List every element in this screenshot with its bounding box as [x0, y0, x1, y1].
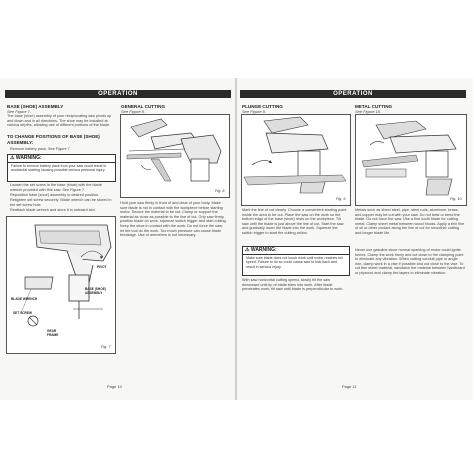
fig-9-label: Fig. 9	[336, 197, 346, 201]
callout-gear-frame: GEAR FRAME	[47, 329, 59, 337]
page-number: Page 11	[342, 384, 357, 389]
warning-icon: ⚠	[245, 247, 250, 253]
step-loosen: Loosen the set screw in the base (shoe) with the blade wrench provided with this saw. See Figure 7.	[10, 183, 102, 192]
step-retighten: Retighten set screw securely. Blade wrench can be stored in the set screw hole.	[10, 198, 112, 207]
base-assembly-body: The base (shoe) assembly of your reciprocating saw pivots up and down and in all directions. The shoe may be installed at various depths, allowing use of different portions of the blade.	[7, 114, 112, 128]
change-positions-heading: TO CHANGE POSITIONS OF BASE (SHOE) ASSEMBLY:	[7, 134, 100, 145]
metal-cutting-body-2: Never use gasoline since normal sparking of motor could ignite fumes. Clamp the work firmly and cut close to the clamping point to eliminate any vibration. When cutting conduit pipe or angle iron, clamp work in a vise if possible and cut close to the vise. To cut thin sheet material, sandwich the material between hardboard or plywood and clamp the layers to eliminate vibration.	[355, 248, 465, 275]
figure-9	[241, 114, 351, 206]
base-assembly-heading: BASE (SHOE) ASSEMBLY	[7, 104, 64, 109]
plunge-cutting-body-2: With saw horizontal cutting speed, slowly tilt the saw downward until tip of blade bites into work. After blade penetrates work, tilt saw until blade is perpendicular to work.	[242, 278, 344, 292]
warning-icon: ⚠	[10, 155, 15, 161]
page-number: Page 10	[107, 384, 122, 389]
metal-cutting-body: Metals such as sheet steel, pipe, steel rods, aluminum, brass, and copper may be cut with your saw. Do not twist or bend the blade. Do not force the saw. Use a fine-tooth blade for cutting metal. Clamp sheet metal between wood blocks. Apply a thin film of oil or other coolant along the line of cut for smoother cutting and longer blade life.	[355, 208, 465, 235]
remove-battery-step: Remove battery pack. See Figure 7.	[10, 147, 71, 151]
warning-box-2	[242, 246, 350, 276]
warning-text: Make sure blade does not touch work until motor reaches full speed. Failure to do so could cause saw to kick back and result in serious injury.	[246, 256, 343, 269]
see-figure-10: See Figure 10.	[355, 109, 382, 114]
metal-cutting-heading: METAL CUTTING	[355, 104, 393, 109]
fig-8-label: Fig. 8	[215, 189, 225, 193]
plunge-cutting-body: Mark the line of cut clearly. Choose a convenient starting point inside the area to be cut. Place the saw on the work so the bottom edge of the base (shoe) rests on the workpiece. Tilt saw until the blade is just above the line of cut. Start the saw and gradually lower the blade into the work. Squeeze the switch trigger to start the cutting action.	[242, 208, 347, 235]
figure-10	[355, 114, 467, 206]
operation-banner: OPERATION	[240, 90, 466, 98]
left-page	[0, 78, 236, 400]
general-cutting-illustration	[121, 115, 229, 197]
see-figure-8: See Figure 8.	[121, 109, 146, 114]
see-figure-9: See Figure 9.	[242, 109, 267, 114]
callout-set-screw: SET SCREW	[13, 311, 32, 315]
step-reattach: Reattach blade wrench and store it in onboard slot.	[10, 208, 96, 212]
plunge-cutting-heading: PLUNGE CUTTING	[242, 104, 283, 109]
fig-7-label: Fig. 7	[101, 345, 111, 349]
general-cutting-body: Hold your saw firmly in front of and clear of your body. Make sure blade is not in contact with the workpiece before starting motor. Secure the material to be cut. Clamp or support the material as close as possible to the line of cut. Grip saw firmly, position blade on work, squeeze switch trigger and start cutting. Keep the shoe in contact with the work. Do not force the saw; let the tool do the work. Too much pressure can cause blade breakage. Use of ammeters is not necessary.	[120, 201, 227, 238]
callout-pivot: PIVOT	[97, 265, 107, 269]
metal-cutting-illustration	[356, 115, 466, 205]
figure-7	[6, 216, 116, 354]
right-page	[237, 78, 473, 400]
see-figure-7: See Figure 7.	[7, 109, 32, 114]
warning-box-1	[7, 154, 116, 182]
callout-base-shoe: BASE (SHOE) ASSEMBLY	[85, 287, 106, 295]
figure-8	[120, 114, 230, 198]
step-reposition: Reposition base (shoe) assembly to desired position.	[10, 193, 100, 197]
plunge-cutting-illustration	[242, 115, 350, 205]
fig-10-label: Fig. 10	[450, 197, 462, 201]
callout-blade-wrench: BLADE WRENCH	[11, 297, 38, 301]
warning-text: Failure to remove battery pack from your saw could result in accidental starting causing possible serious personal injury.	[11, 164, 107, 173]
warning-title: ⚠ WARNING:	[243, 247, 349, 255]
warning-title: ⚠ WARNING:	[8, 155, 115, 163]
general-cutting-heading: GENERAL CUTTING	[121, 104, 166, 109]
operation-banner: OPERATION	[5, 90, 231, 98]
